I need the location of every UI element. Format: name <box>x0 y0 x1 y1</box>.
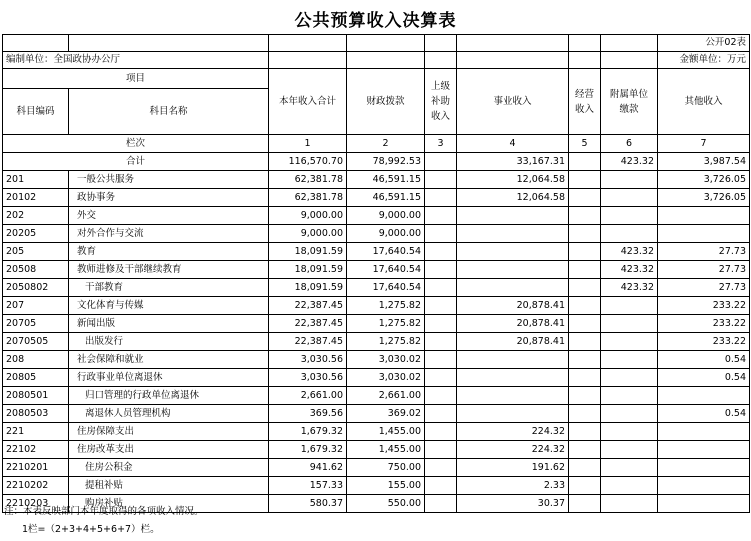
row-c4 <box>457 279 569 297</box>
row-name: 提租补贴 <box>69 477 269 495</box>
row-code: 2210201 <box>3 459 69 477</box>
row-code: 202 <box>3 207 69 225</box>
row-c7: 27.73 <box>658 261 750 279</box>
table-row <box>3 171 750 189</box>
row-c2: 46,591.15 <box>347 171 425 189</box>
total-c6: 423.32 <box>601 153 658 171</box>
row-c5 <box>569 243 601 261</box>
row-c3 <box>425 207 457 225</box>
row-name: 教育 <box>69 243 269 261</box>
row-code: 2210202 <box>3 477 69 495</box>
row-c7: 0.54 <box>658 351 750 369</box>
row-c6 <box>601 333 658 351</box>
table-row <box>3 351 750 369</box>
row-c4 <box>457 207 569 225</box>
row-c4: 20,878.41 <box>457 333 569 351</box>
report-title: 公共预算收入决算表 <box>294 11 457 31</box>
row-c1: 62,381.78 <box>269 189 347 207</box>
col-index-2: 2 <box>347 135 425 153</box>
total-c4: 33,167.31 <box>457 153 569 171</box>
row-c2: 9,000.00 <box>347 225 425 243</box>
row-name: 一般公共服务 <box>69 171 269 189</box>
total-c1: 116,570.70 <box>269 153 347 171</box>
total-row <box>3 153 750 171</box>
row-code: 201 <box>3 171 69 189</box>
row-name: 社会保障和就业 <box>69 351 269 369</box>
row-name: 外交 <box>69 207 269 225</box>
row-c3 <box>425 351 457 369</box>
budget-table-wrapper <box>2 34 750 513</box>
row-c3 <box>425 405 457 423</box>
row-c5 <box>569 405 601 423</box>
row-c4: 20,878.41 <box>457 297 569 315</box>
table-row <box>3 423 750 441</box>
spacer-row <box>3 35 750 52</box>
header-business-income: 事业收入 <box>457 69 569 135</box>
row-c1: 9,000.00 <box>269 225 347 243</box>
row-c7 <box>658 459 750 477</box>
header-code: 科目编码 <box>3 89 69 135</box>
row-code: 205 <box>3 243 69 261</box>
header-item: 项目 <box>3 69 269 89</box>
row-c3 <box>425 243 457 261</box>
table-row <box>3 297 750 315</box>
row-c5 <box>569 189 601 207</box>
row-name: 归口管理的行政单位离退休 <box>69 387 269 405</box>
row-name: 住房保障支出 <box>69 423 269 441</box>
header-affiliated-payment: 附属单位缴款 <box>601 69 658 135</box>
row-c4 <box>457 387 569 405</box>
header-total-income: 本年收入合计 <box>269 69 347 135</box>
row-name: 教师进修及干部继续教育 <box>69 261 269 279</box>
table-row <box>3 405 750 423</box>
total-c7: 3,987.54 <box>658 153 750 171</box>
row-c3 <box>425 441 457 459</box>
col-index-1: 1 <box>269 135 347 153</box>
table-row <box>3 459 750 477</box>
row-name: 出版发行 <box>69 333 269 351</box>
row-name: 行政事业单位离退休 <box>69 369 269 387</box>
row-c7 <box>658 387 750 405</box>
row-code: 2210203 <box>3 495 69 513</box>
revenue-budget-table <box>2 34 750 513</box>
row-c1: 3,030.56 <box>269 369 347 387</box>
row-code: 20508 <box>3 261 69 279</box>
row-c5 <box>569 225 601 243</box>
row-c2: 3,030.02 <box>347 369 425 387</box>
table-row <box>3 279 750 297</box>
header-operating-income: 经营收入 <box>569 69 601 135</box>
row-c3 <box>425 495 457 513</box>
footnote-2: 1栏=（2+3+4+5+6+7）栏。 <box>22 524 160 535</box>
total-label: 合计 <box>3 153 269 171</box>
row-c7 <box>658 477 750 495</box>
row-c3 <box>425 279 457 297</box>
col-index-5: 5 <box>569 135 601 153</box>
row-name: 对外合作与交流 <box>69 225 269 243</box>
total-c5 <box>569 153 601 171</box>
row-c2: 2,661.00 <box>347 387 425 405</box>
row-c2: 3,030.02 <box>347 351 425 369</box>
row-c6: 423.32 <box>601 261 658 279</box>
row-c6 <box>601 495 658 513</box>
row-c2: 46,591.15 <box>347 189 425 207</box>
row-c6 <box>601 207 658 225</box>
row-c2: 550.00 <box>347 495 425 513</box>
row-code: 20705 <box>3 315 69 333</box>
row-c2: 1,275.82 <box>347 315 425 333</box>
row-c3 <box>425 423 457 441</box>
row-c4 <box>457 243 569 261</box>
row-c2: 750.00 <box>347 459 425 477</box>
row-c5 <box>569 351 601 369</box>
form-number: 公开02表 <box>658 35 750 52</box>
row-c4 <box>457 351 569 369</box>
row-c2: 369.02 <box>347 405 425 423</box>
row-code: 20205 <box>3 225 69 243</box>
row-name: 购房补贴 <box>69 495 269 513</box>
row-code: 2080501 <box>3 387 69 405</box>
row-c2: 17,640.54 <box>347 243 425 261</box>
row-c2: 9,000.00 <box>347 207 425 225</box>
row-c1: 22,387.45 <box>269 315 347 333</box>
row-c7 <box>658 495 750 513</box>
row-name: 政协事务 <box>69 189 269 207</box>
row-c4: 12,064.58 <box>457 189 569 207</box>
row-c1: 62,381.78 <box>269 171 347 189</box>
row-c6 <box>601 315 658 333</box>
col-index-3: 3 <box>425 135 457 153</box>
table-row <box>3 261 750 279</box>
row-c5 <box>569 477 601 495</box>
row-c6 <box>601 459 658 477</box>
row-c5 <box>569 297 601 315</box>
row-name: 干部教育 <box>69 279 269 297</box>
row-c3 <box>425 333 457 351</box>
row-c3 <box>425 387 457 405</box>
row-c6 <box>601 189 658 207</box>
row-name: 文化体育与传媒 <box>69 297 269 315</box>
col-index-4: 4 <box>457 135 569 153</box>
row-c4 <box>457 261 569 279</box>
row-c5 <box>569 423 601 441</box>
row-code: 20805 <box>3 369 69 387</box>
table-row <box>3 207 750 225</box>
row-c1: 941.62 <box>269 459 347 477</box>
footnote-1: 注：本表反映部门本年度取得的各项收入情况。 <box>4 506 204 517</box>
table-row <box>3 369 750 387</box>
row-c6 <box>601 369 658 387</box>
row-c4 <box>457 405 569 423</box>
lanci-label: 栏次 <box>3 135 269 153</box>
total-c2: 78,992.53 <box>347 153 425 171</box>
table-row <box>3 243 750 261</box>
row-c2: 1,275.82 <box>347 333 425 351</box>
row-code: 207 <box>3 297 69 315</box>
row-c1: 18,091.59 <box>269 279 347 297</box>
row-c3 <box>425 459 457 477</box>
row-c3 <box>425 369 457 387</box>
row-c2: 1,275.82 <box>347 297 425 315</box>
row-code: 2080503 <box>3 405 69 423</box>
row-c7: 233.22 <box>658 297 750 315</box>
row-c4: 224.32 <box>457 441 569 459</box>
row-code: 221 <box>3 423 69 441</box>
row-c7: 27.73 <box>658 279 750 297</box>
row-c7 <box>658 423 750 441</box>
amount-unit: 金额单位：万元 <box>658 52 750 69</box>
table-row <box>3 225 750 243</box>
row-c6 <box>601 441 658 459</box>
row-c7: 3,726.05 <box>658 171 750 189</box>
row-code: 208 <box>3 351 69 369</box>
row-c3 <box>425 297 457 315</box>
table-row <box>3 315 750 333</box>
table-row <box>3 189 750 207</box>
col-index-6: 6 <box>601 135 658 153</box>
row-code: 2070505 <box>3 333 69 351</box>
header-name: 科目名称 <box>69 89 269 135</box>
header-row-1 <box>3 69 750 89</box>
row-code: 2050802 <box>3 279 69 297</box>
row-c3 <box>425 189 457 207</box>
row-c2: 1,455.00 <box>347 441 425 459</box>
row-code: 22102 <box>3 441 69 459</box>
row-c4: 20,878.41 <box>457 315 569 333</box>
row-c7 <box>658 207 750 225</box>
row-c6 <box>601 351 658 369</box>
row-c7: 3,726.05 <box>658 189 750 207</box>
row-c1: 2,661.00 <box>269 387 347 405</box>
row-c1: 18,091.59 <box>269 261 347 279</box>
row-c7: 27.73 <box>658 243 750 261</box>
row-c5 <box>569 261 601 279</box>
row-c6 <box>601 171 658 189</box>
row-c7: 0.54 <box>658 405 750 423</box>
meta-row <box>3 52 750 69</box>
row-c7 <box>658 441 750 459</box>
row-c6 <box>601 477 658 495</box>
row-c7: 233.22 <box>658 315 750 333</box>
row-c6 <box>601 387 658 405</box>
row-name: 住房公积金 <box>69 459 269 477</box>
row-c2: 155.00 <box>347 477 425 495</box>
table-row <box>3 477 750 495</box>
row-c2: 1,455.00 <box>347 423 425 441</box>
row-c6 <box>601 423 658 441</box>
row-c7: 233.22 <box>658 333 750 351</box>
row-c1: 9,000.00 <box>269 207 347 225</box>
row-name: 新闻出版 <box>69 315 269 333</box>
table-row <box>3 387 750 405</box>
row-c4: 12,064.58 <box>457 171 569 189</box>
column-index-row <box>3 135 750 153</box>
row-c5 <box>569 441 601 459</box>
header-other-income: 其他收入 <box>658 69 750 135</box>
row-c6 <box>601 297 658 315</box>
row-c1: 18,091.59 <box>269 243 347 261</box>
row-c5 <box>569 369 601 387</box>
row-c5 <box>569 387 601 405</box>
row-c4: 224.32 <box>457 423 569 441</box>
row-c7: 0.54 <box>658 369 750 387</box>
row-c3 <box>425 477 457 495</box>
row-c2: 17,640.54 <box>347 261 425 279</box>
row-c5 <box>569 315 601 333</box>
row-c3 <box>425 225 457 243</box>
row-c3 <box>425 261 457 279</box>
row-c1: 580.37 <box>269 495 347 513</box>
row-c6 <box>601 405 658 423</box>
row-c3 <box>425 171 457 189</box>
total-c3 <box>425 153 457 171</box>
row-code: 20102 <box>3 189 69 207</box>
row-c6 <box>601 225 658 243</box>
row-c4: 2.33 <box>457 477 569 495</box>
table-row <box>3 441 750 459</box>
row-c6: 423.32 <box>601 279 658 297</box>
row-c5 <box>569 333 601 351</box>
row-c1: 157.33 <box>269 477 347 495</box>
row-c1: 369.56 <box>269 405 347 423</box>
row-c4: 30.37 <box>457 495 569 513</box>
row-c1: 22,387.45 <box>269 297 347 315</box>
row-c4 <box>457 369 569 387</box>
row-c6: 423.32 <box>601 243 658 261</box>
row-c5 <box>569 459 601 477</box>
row-c2: 17,640.54 <box>347 279 425 297</box>
row-c1: 1,679.32 <box>269 423 347 441</box>
row-c5 <box>569 279 601 297</box>
row-c1: 3,030.56 <box>269 351 347 369</box>
col-index-7: 7 <box>658 135 750 153</box>
header-superior-subsidy: 上级补助收入 <box>425 69 457 135</box>
row-c5 <box>569 171 601 189</box>
row-c4 <box>457 225 569 243</box>
row-c3 <box>425 315 457 333</box>
header-fiscal-appropriation: 财政拨款 <box>347 69 425 135</box>
table-row <box>3 333 750 351</box>
row-c7 <box>658 225 750 243</box>
row-name: 住房改革支出 <box>69 441 269 459</box>
row-c5 <box>569 495 601 513</box>
compiler-unit: 编制单位：全国政协办公厅 <box>3 52 269 69</box>
row-c1: 1,679.32 <box>269 441 347 459</box>
row-name: 离退休人员管理机构 <box>69 405 269 423</box>
row-c5 <box>569 207 601 225</box>
row-c4: 191.62 <box>457 459 569 477</box>
row-c1: 22,387.45 <box>269 333 347 351</box>
